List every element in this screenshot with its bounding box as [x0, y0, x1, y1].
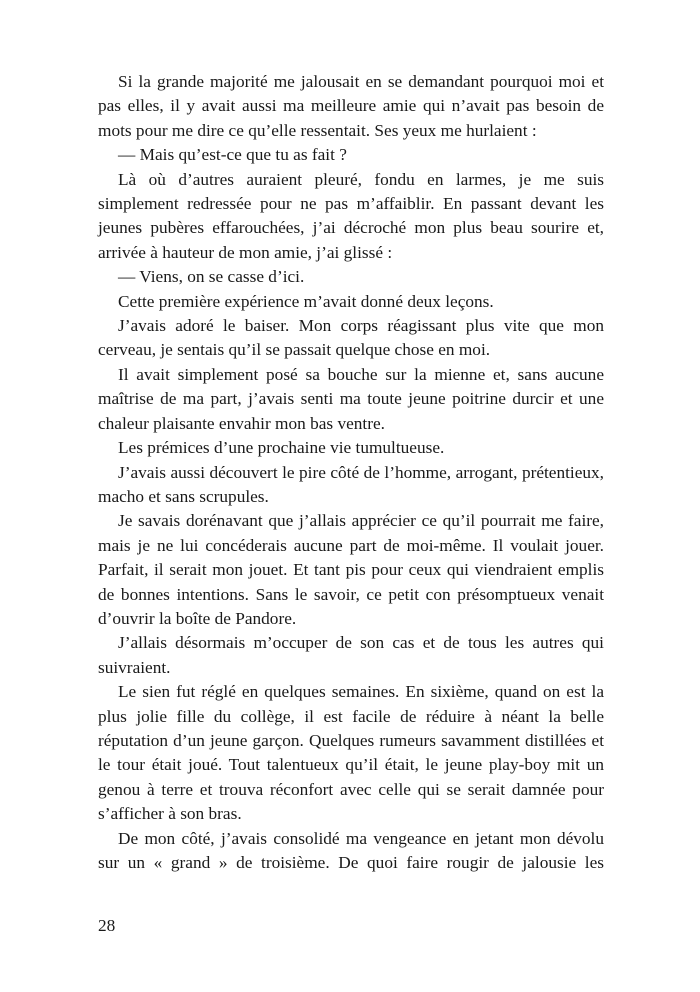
paragraph: Je savais dorénavant que j’allais apprécier ce qu’il pourrait me faire, mais je ne lui concéderais aucune part de moi-même. Il voulait jouer. Parfait, il serait mon jouet. Et tant pis pour ceux qui viendraient emplis de bonnes intentions. Sans le savoir, ce petit con présomptueux venait d’ouvrir la boîte de Pandore.	[98, 511, 604, 628]
paragraph: — Viens, on se casse d’ici.	[118, 267, 305, 287]
body-text	[98, 70, 604, 875]
paragraph: Le sien fut réglé en quelques semaines. En sixième, quand on est la plus jolie fille du collège, il est facile de réduire à néant la belle réputation d’un jeune garçon. Quelques rumeurs savamment distillées et le tour était joué. Tout talentueux qu’il était, le jeune play-boy mit un genou à terre et trouva réconfort avec celle qui se serait damnée pour s’afficher à son bras.	[98, 682, 604, 824]
paragraph-continued: De mon côté, j’avais consolidé ma vengeance en jetant mon dévolu sur un « grand » de troisième. De quoi faire rougir de jalousie les	[98, 828, 604, 872]
paragraph: J’allais désormais m’occuper de son cas et de tous les autres qui suivraient.	[98, 633, 604, 677]
page-number: 28	[98, 916, 116, 935]
paragraph: Cette première expérience m’avait donné deux leçons.	[118, 291, 494, 311]
paragraph: Là où d’autres auraient pleuré, fondu en larmes, je me suis simplement redressée pour ne pas m’affaiblir. En passant devant les jeunes pubères effarouchées, j’ai décroché mon plus beau sourire et, arrivée à hauteur de mon amie, j’ai glissé :	[98, 169, 604, 262]
paragraph: — Mais qu’est-ce que tu as fait ?	[118, 145, 347, 165]
paragraph: J’avais aussi découvert le pire côté de l’homme, arrogant, prétentieux, macho et sans scrupules.	[98, 462, 604, 506]
paragraph: Il avait simplement posé sa bouche sur la mienne et, sans aucune maîtrise de ma part, j’avais senti ma toute jeune poitrine durcir et une chaleur plaisante envahir mon bas ventre.	[98, 364, 604, 433]
paragraph: J’avais adoré le baiser. Mon corps réagissant plus vite que mon cerveau, je sentais qu’il se passait quelque chose en moi.	[98, 316, 604, 360]
paragraph: Les prémices d’une prochaine vie tumultueuse.	[118, 438, 445, 458]
paragraph: Si la grande majorité me jalousait en se demandant pourquoi moi et pas elles, il y avait aussi ma meilleure amie qui n’avait pas besoin de mots pour me dire ce qu’elle ressentait. Ses yeux me hurlaient :	[98, 72, 604, 140]
